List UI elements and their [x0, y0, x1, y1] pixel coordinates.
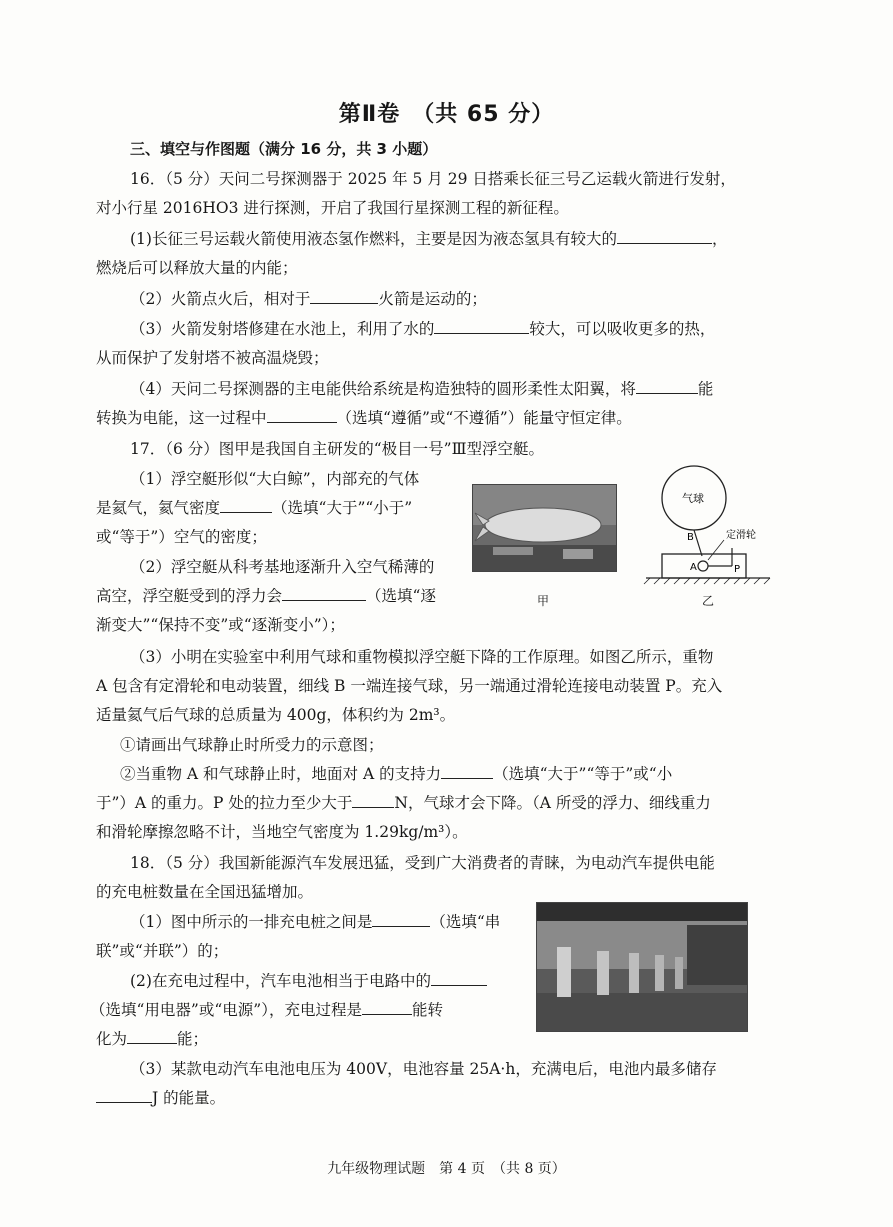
- q18-blank-1[interactable]: [372, 911, 430, 927]
- q17-part3-cont2: 适量氦气后气球的总质量为 400g，体积约为 2m³。: [96, 706, 456, 724]
- balloon-pulley-diagram: [640, 462, 790, 602]
- q18-blank-2[interactable]: [431, 970, 487, 986]
- q16-blank-5[interactable]: [267, 407, 337, 423]
- q18-part1: （1）图中所示的一排充电桩之间是 （选填“串: [130, 913, 501, 931]
- q17-part1-cont2: 或“等于”）空气的密度；: [96, 528, 267, 546]
- q16-part1: (1)长征三号运载火箭使用液态氢作燃料，主要是因为液态氢具有较大的 ，: [130, 230, 728, 248]
- q16-blank-3[interactable]: [434, 318, 529, 334]
- q17-blank-1[interactable]: [220, 497, 272, 513]
- q17-part1: （1）浮空艇形似“大白鲸”，内部充的气体: [130, 470, 420, 488]
- paper-section-title: 第Ⅱ卷 （共 65 分）: [338, 102, 555, 127]
- label-a: A: [690, 562, 697, 573]
- q17-part2: （2）浮空艇从科考基地逐渐升入空气稀薄的: [130, 558, 435, 576]
- q16-part2: （2）火箭点火后，相对于 火箭是运动的；: [130, 290, 487, 308]
- q16-stem-line1: 16．（5 分）天问二号探测器于 2025 年 5 月 29 日搭乘长征三号乙运载火箭进行发射，: [130, 170, 736, 188]
- label-b: B: [687, 532, 694, 543]
- q17-sub2-cont: 于”）A 的重力。P 处的拉力至少大于 N，气球才会下降。（A 所受的浮力、细线重力: [96, 794, 711, 812]
- q18-blank-4[interactable]: [127, 1028, 177, 1044]
- q18-part2: (2)在充电过程中，汽车电池相当于电路中的: [130, 970, 487, 992]
- q17-sub1: ①请画出气球静止时所受力的示意图；: [120, 736, 384, 754]
- q16-part4: （4）天问二号探测器的主电能供给系统是构造独特的圆形柔性太阳翼，将 能: [130, 380, 714, 398]
- q18-blank-5[interactable]: [96, 1087, 152, 1103]
- q17-blank-2[interactable]: [282, 585, 366, 601]
- airship-photo: [472, 484, 617, 572]
- q16-blank-2[interactable]: [310, 288, 378, 304]
- q18-part3-cont: J 的能量。: [96, 1087, 225, 1109]
- q18-part3: （3）某款电动汽车电池电压为 400V，电池容量 25A·h，充满电后，电池内最多储存: [130, 1060, 717, 1078]
- figure-label-yi: 乙: [702, 594, 715, 608]
- q16-part1-cont: 燃烧后可以释放大量的内能；: [96, 259, 298, 277]
- q17-part3-cont: A 包含有定滑轮和电动装置，细线 B 一端连接气球，另一端通过滑轮连接电动装置 P。充入: [96, 677, 723, 695]
- q16-stem-line2: 对小行星 2016HO3 进行探测，开启了我国行星探测工程的新征程。: [96, 199, 569, 217]
- q18-stem-line1: 18．（5 分）我国新能源汽车发展迅猛，受到广大消费者的青睐，为电动汽车提供电能: [130, 854, 715, 872]
- q18-part1-cont: 联”或“并联”）的；: [96, 942, 229, 960]
- q17-sub2: ②当重物 A 和气球静止时，地面对 A 的支持力 （选填“大于”“等于”或“小: [120, 765, 673, 783]
- section-heading: 三、填空与作图题（满分 16 分，共 3 小题）: [130, 140, 438, 158]
- page-footer: 九年级物理试题 第 4 页 （共 8 页）: [327, 1161, 566, 1177]
- charging-station-photo: [536, 902, 748, 1032]
- q17-part2-cont2: 渐变大”“保持不变”或“逐渐变小”）；: [96, 616, 345, 634]
- q17-stem: 17．（6 分）图甲是我国自主研发的“极目一号”Ⅲ型浮空艇。: [130, 440, 545, 458]
- label-p: P: [734, 564, 741, 575]
- q17-part2-cont: 高空，浮空艇受到的浮力会 （选填“逐: [96, 587, 436, 605]
- q17-sub2-cont2: 和滑轮摩擦忽略不计，当地空气密度为 1.29kg/m³）。: [96, 823, 468, 841]
- figure-label-jia: 甲: [537, 594, 550, 608]
- q16-part3: （3）火箭发射塔修建在水池上，利用了水的 较大，可以吸收更多的热，: [130, 320, 716, 338]
- q18-blank-3[interactable]: [362, 999, 412, 1015]
- pulley-label: 定滑轮: [726, 530, 756, 541]
- q16-blank-1[interactable]: [617, 228, 712, 244]
- q18-stem-line2: 的充电桩数量在全国迅猛增加。: [96, 883, 314, 901]
- balloon-label: 气球: [682, 492, 704, 505]
- q17-part3: （3）小明在实验室中利用气球和重物模拟浮空艇下降的工作原理。如图乙所示，重物: [130, 648, 714, 666]
- q16-part3-cont: 从而保护了发射塔不被高温烧毁；: [96, 349, 329, 367]
- q17-blank-3[interactable]: [441, 763, 493, 779]
- q17-part1-cont: 是氦气，氦气密度 （选填“大于”“小于”: [96, 499, 413, 517]
- q16-blank-4[interactable]: [636, 378, 698, 394]
- q18-part2-cont: （选填“用电器”或“电源”），充电过程是 能转: [90, 1001, 443, 1019]
- q18-part2-cont2: 化为 能；: [96, 1030, 209, 1048]
- q16-part4-cont: 转换为电能，这一过程中 （选填“遵循”或“不遵循”）能量守恒定律。: [96, 409, 632, 427]
- q17-blank-4[interactable]: [352, 792, 394, 808]
